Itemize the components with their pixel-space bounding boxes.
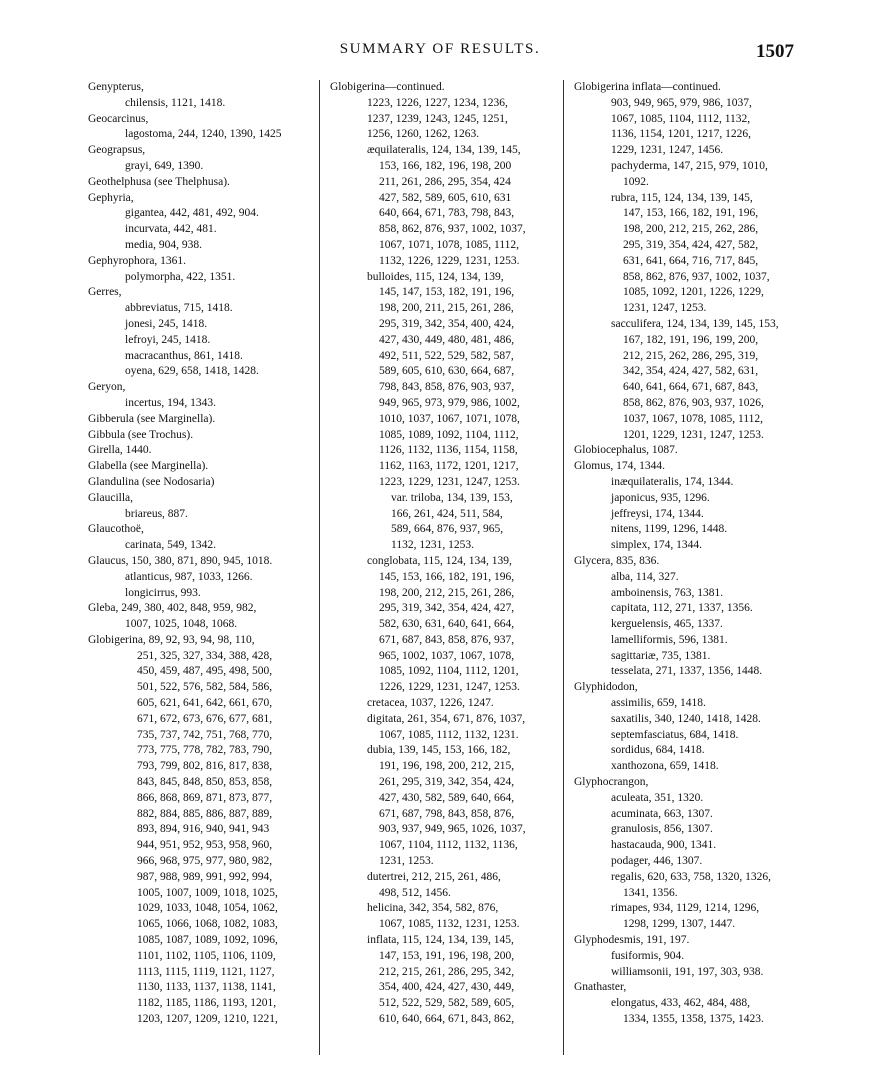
index-heading: Glaucothoë, <box>88 523 144 536</box>
index-subentry: 589, 664, 876, 937, 965, <box>391 523 504 536</box>
index-subentry: 893, 894, 916, 940, 941, 943 <box>137 823 270 836</box>
index-subentry: 987, 988, 989, 991, 992, 994, <box>137 870 273 883</box>
index-subentry: saxatilis, 340, 1240, 1418, 1428. <box>611 712 761 725</box>
index-subentry: macracanthus, 861, 1418. <box>125 349 243 362</box>
index-subentry: 295, 319, 354, 424, 427, 582, <box>623 238 759 251</box>
index-subentry: 631, 641, 664, 716, 717, 845, <box>623 254 759 267</box>
index-subentry: acuminata, 663, 1307. <box>611 807 713 820</box>
index-subentry: atlanticus, 987, 1033, 1266. <box>125 570 253 583</box>
index-subentry: polymorpha, 422, 1351. <box>125 270 236 283</box>
index-subentry: pachyderma, 147, 215, 979, 1010, <box>611 159 768 172</box>
index-heading: Genypterus, <box>88 81 144 93</box>
index-subentry: 1085, 1089, 1092, 1104, 1112, <box>379 428 519 441</box>
index-heading: Glyphocrangon, <box>574 776 649 789</box>
index-heading: Geograpsus, <box>88 144 146 157</box>
index-subentry: 858, 862, 876, 937, 1002, 1037, <box>623 270 770 283</box>
index-subentry: fusiformis, 904. <box>611 949 685 962</box>
index-subentry: 342, 354, 424, 427, 582, 631, <box>623 365 759 378</box>
index-subentry: 1256, 1260, 1262, 1263. <box>367 128 480 141</box>
index-subentry: 1136, 1154, 1201, 1217, 1226, <box>611 128 752 141</box>
index-subentry: regalis, 620, 633, 758, 1320, 1326, <box>611 870 772 883</box>
index-subentry: 166, 261, 424, 511, 584, <box>391 507 503 520</box>
index-subentry: 882, 884, 885, 886, 887, 889, <box>137 807 273 820</box>
index-subentry: 1298, 1299, 1307, 1447. <box>623 918 736 931</box>
index-heading: Gephyrophora, 1361. <box>88 254 187 267</box>
index-subentry: 1067, 1071, 1078, 1085, 1112, <box>379 238 520 251</box>
index-subentry: 1005, 1007, 1009, 1018, 1025, <box>137 886 278 899</box>
index-subentry: 450, 459, 487, 495, 498, 500, <box>137 665 273 678</box>
index-subentry: dubia, 139, 145, 153, 166, 182, <box>367 744 511 757</box>
index-subentry: 1126, 1132, 1136, 1154, 1158, <box>379 444 518 457</box>
index-subentry: media, 904, 938. <box>125 238 202 251</box>
index-heading: Glandulina (see Nodosaria) <box>88 475 215 488</box>
index-subentry: 1037, 1067, 1078, 1085, 1112, <box>623 412 764 425</box>
index-subentry: septemfasciatus, 684, 1418. <box>611 728 739 741</box>
index-subentry: chilensis, 1121, 1418. <box>125 96 226 109</box>
running-header: SUMMARY OF RESULTS. <box>339 41 541 57</box>
index-subentry: 735, 737, 742, 751, 768, 770, <box>137 728 273 741</box>
index-subentry: 498, 512, 1456. <box>379 886 451 899</box>
index-subentry: 1223, 1226, 1227, 1234, 1236, <box>367 96 508 109</box>
index-subentry: 198, 200, 211, 215, 261, 286, <box>379 302 514 315</box>
index-subentry: 1334, 1355, 1358, 1375, 1423. <box>623 1013 764 1026</box>
column-divider-2 <box>563 80 564 1055</box>
index-heading: Glaucus, 150, 380, 871, 890, 945, 1018. <box>88 554 273 567</box>
index-heading: Globigerina, 89, 92, 93, 94, 98, 110, <box>88 633 255 646</box>
index-subentry: 145, 153, 166, 182, 191, 196, <box>379 570 515 583</box>
index-subentry: lamelliformis, 596, 1381. <box>611 633 728 646</box>
index-subentry: 858, 862, 876, 903, 937, 1026, <box>623 396 764 409</box>
index-subentry: 1085, 1087, 1089, 1092, 1096, <box>137 934 278 947</box>
index-heading: Geocarcinus, <box>88 112 149 125</box>
index-subentry: amboinensis, 763, 1381. <box>611 586 724 599</box>
index-subentry: 1182, 1185, 1186, 1193, 1201, <box>137 997 277 1010</box>
index-subentry: 903, 949, 965, 979, 986, 1037, <box>611 96 752 109</box>
index-subentry: assimilis, 659, 1418. <box>611 697 706 710</box>
index-subentry: japonicus, 935, 1296. <box>611 491 710 504</box>
index-subentry: 949, 965, 973, 979, 986, 1002, <box>379 396 520 409</box>
index-subentry: 1101, 1102, 1105, 1106, 1109, <box>137 949 276 962</box>
index-subentry: jonesi, 245, 1418. <box>125 317 208 330</box>
index-subentry: 1229, 1231, 1247, 1456. <box>611 144 724 157</box>
index-subentry: 1231, 1253. <box>379 855 434 868</box>
index-subentry: aculeata, 351, 1320. <box>611 791 704 804</box>
index-heading: Gibberula (see Marginella). <box>88 412 216 425</box>
index-subentry: 1201, 1229, 1231, 1247, 1253. <box>623 428 764 441</box>
index-subentry: hastacauda, 900, 1341. <box>611 839 717 852</box>
index-heading: Gephyria, <box>88 191 134 204</box>
index-subentry: 1065, 1066, 1068, 1082, 1083, <box>137 918 278 931</box>
index-subentry: 858, 862, 876, 937, 1002, 1037, <box>379 223 526 236</box>
index-subentry: incurvata, 442, 481. <box>125 223 217 236</box>
index-subentry: 147, 153, 191, 196, 198, 200, <box>379 949 515 962</box>
index-subentry: oyena, 629, 658, 1418, 1428. <box>125 365 259 378</box>
index-subentry: 1029, 1033, 1048, 1054, 1062, <box>137 902 278 915</box>
index-subentry: 153, 166, 182, 196, 198, 200 <box>379 159 512 172</box>
index-subentry: 610, 640, 664, 671, 843, 862, <box>379 1013 515 1026</box>
index-subentry: capitata, 112, 271, 1337, 1356. <box>611 602 753 615</box>
index-subentry: 492, 511, 522, 529, 582, 587, <box>379 349 514 362</box>
index-subentry: carinata, 549, 1342. <box>125 539 217 552</box>
index-subentry: 1132, 1226, 1229, 1231, 1253. <box>379 254 520 267</box>
index-subentry: 427, 430, 582, 589, 640, 664, <box>379 791 515 804</box>
index-subentry: 295, 319, 342, 354, 424, 427, <box>379 602 515 615</box>
index-subentry: cretacea, 1037, 1226, 1247. <box>367 697 494 710</box>
index-subentry: 1092. <box>623 175 649 188</box>
index-heading: Girella, 1440. <box>88 444 152 457</box>
index-subentry: lefroyi, 245, 1418. <box>125 333 211 346</box>
index-subentry: 1113, 1115, 1119, 1121, 1127, <box>137 965 275 978</box>
index-subentry: williamsonii, 191, 197, 303, 938. <box>611 965 764 978</box>
index-subentry: 843, 845, 848, 850, 853, 858, <box>137 776 273 789</box>
index-heading: Globigerina inflata—continued. <box>574 81 721 93</box>
index-subentry: gigantea, 442, 481, 492, 904. <box>125 207 259 220</box>
index-subentry: 1341, 1356. <box>623 886 678 899</box>
index-subentry: 1237, 1239, 1243, 1245, 1251, <box>367 112 508 125</box>
index-heading: Glycera, 835, 836. <box>574 554 660 567</box>
page-number: 1507 <box>756 41 794 62</box>
index-subentry: 1223, 1229, 1231, 1247, 1253. <box>379 475 520 488</box>
index-subentry: 671, 672, 673, 676, 677, 681, <box>137 712 273 725</box>
index-heading: Glaucilla, <box>88 491 134 504</box>
index-subentry: 1067, 1085, 1132, 1231, 1253. <box>379 918 520 931</box>
index-subentry: 1162, 1163, 1172, 1201, 1217, <box>379 460 519 473</box>
index-subentry: 261, 295, 319, 342, 354, 424, <box>379 776 515 789</box>
index-heading: Glomus, 174, 1344. <box>574 460 666 473</box>
index-subentry: podager, 446, 1307. <box>611 855 703 868</box>
index-subentry: 965, 1002, 1037, 1067, 1078, <box>379 649 515 662</box>
index-subentry: 427, 430, 449, 480, 481, 486, <box>379 333 515 346</box>
index-subentry: æquilateralis, 124, 134, 139, 145, <box>367 144 521 157</box>
index-subentry: 640, 641, 664, 671, 687, 843, <box>623 381 759 394</box>
index-subentry: kerguelensis, 465, 1337. <box>611 618 723 631</box>
index-subentry: 212, 215, 261, 286, 295, 342, <box>379 965 515 978</box>
index-subentry: briareus, 887. <box>125 507 188 520</box>
index-subentry: 198, 200, 212, 215, 261, 286, <box>379 586 515 599</box>
index-subentry: 354, 400, 424, 427, 430, 449, <box>379 981 515 994</box>
index-heading: Geothelphusa (see Thelphusa). <box>88 175 230 188</box>
index-subentry: bulloides, 115, 124, 134, 139, <box>367 270 504 283</box>
index-subentry: 211, 261, 286, 295, 354, 424 <box>379 175 511 188</box>
index-heading: Glabella (see Marginella). <box>88 460 209 473</box>
index-subentry: xanthozona, 659, 1418. <box>611 760 719 773</box>
index-heading: Gibbula (see Trochus). <box>88 428 194 441</box>
index-subentry: 1067, 1104, 1112, 1132, 1136, <box>379 839 518 852</box>
index-subentry: elongatus, 433, 462, 484, 488, <box>611 997 750 1010</box>
index-subentry: sagittariæ, 735, 1381. <box>611 649 711 662</box>
index-subentry: 640, 664, 671, 783, 798, 843, <box>379 207 515 220</box>
index-subentry: abbreviatus, 715, 1418. <box>125 302 233 315</box>
index-subentry: 966, 968, 975, 977, 980, 982, <box>137 855 273 868</box>
index-subentry: longicirrus, 993. <box>125 586 201 599</box>
index-subentry: digitata, 261, 354, 671, 876, 1037, <box>367 712 526 725</box>
index-heading: Globiocephalus, 1087. <box>574 444 678 457</box>
index-heading: Gerres, <box>88 286 122 299</box>
index-subentry: 251, 325, 327, 334, 388, 428, <box>137 649 273 662</box>
index-subentry: 1067, 1085, 1112, 1132, 1231. <box>379 728 519 741</box>
index-subentry: helicina, 342, 354, 582, 876, <box>367 902 499 915</box>
index-column-3 <box>574 80 796 1028</box>
index-subentry: lagostoma, 244, 1240, 1390, 1425 <box>125 128 282 141</box>
index-subentry: 793, 799, 802, 816, 817, 838, <box>137 760 273 773</box>
column-divider-1 <box>319 80 320 1055</box>
index-subentry: var. triloba, 134, 139, 153, <box>391 491 513 504</box>
index-subentry: rimapes, 934, 1129, 1214, 1296, <box>611 902 760 915</box>
index-column-2 <box>330 80 556 1028</box>
index-subentry: 1007, 1025, 1048, 1068. <box>125 618 238 631</box>
index-subentry: 145, 147, 153, 182, 191, 196, <box>379 286 515 299</box>
index-heading: Gleba, 249, 380, 402, 848, 959, 982, <box>88 602 257 615</box>
index-subentry: 671, 687, 843, 858, 876, 937, <box>379 633 515 646</box>
index-subentry: simplex, 174, 1344. <box>611 539 703 552</box>
index-subentry: 798, 843, 858, 876, 903, 937, <box>379 381 515 394</box>
index-heading: Glyphidodon, <box>574 681 638 694</box>
index-subentry: 1085, 1092, 1104, 1112, 1201, <box>379 665 519 678</box>
index-subentry: 582, 630, 631, 640, 641, 664, <box>379 618 515 631</box>
index-subentry: 944, 951, 952, 953, 958, 960, <box>137 839 273 852</box>
index-subentry: 773, 775, 778, 782, 783, 790, <box>137 744 273 757</box>
index-heading: Gnathaster, <box>574 981 627 994</box>
index-subentry: 147, 153, 166, 182, 191, 196, <box>623 207 759 220</box>
index-subentry: 512, 522, 529, 582, 589, 605, <box>379 997 515 1010</box>
index-subentry: 1067, 1085, 1104, 1112, 1132, <box>611 112 751 125</box>
index-heading: Geryon, <box>88 381 126 394</box>
index-subentry: grayi, 649, 1390. <box>125 159 204 172</box>
index-heading: Globigerina—continued. <box>330 81 445 93</box>
index-subentry: 1132, 1231, 1253. <box>391 539 474 552</box>
index-subentry: 589, 605, 610, 630, 664, 687, <box>379 365 515 378</box>
index-subentry: incertus, 194, 1343. <box>125 396 217 409</box>
index-subentry: 1010, 1037, 1067, 1071, 1078, <box>379 412 520 425</box>
index-subentry: inflata, 115, 124, 134, 139, 145, <box>367 934 514 947</box>
index-subentry: 167, 182, 191, 196, 199, 200, <box>623 333 759 346</box>
index-subentry: 501, 522, 576, 582, 584, 586, <box>137 681 273 694</box>
index-subentry: 427, 582, 589, 605, 610, 631 <box>379 191 512 204</box>
index-subentry: 1231, 1247, 1253. <box>623 302 707 315</box>
index-subentry: sacculifera, 124, 134, 139, 145, 153, <box>611 317 779 330</box>
index-subentry: jeffreysi, 174, 1344. <box>611 507 704 520</box>
index-subentry: 295, 319, 342, 354, 400, 424, <box>379 317 515 330</box>
index-column-1 <box>88 80 312 1028</box>
index-subentry: nitens, 1199, 1296, 1448. <box>611 523 728 536</box>
index-subentry: 866, 868, 869, 871, 873, 877, <box>137 791 273 804</box>
index-subentry: tesselata, 271, 1337, 1356, 1448. <box>611 665 763 678</box>
index-subentry: sordidus, 684, 1418. <box>611 744 705 757</box>
index-subentry: 1203, 1207, 1209, 1210, 1221, <box>137 1013 278 1026</box>
index-subentry: 1226, 1229, 1231, 1247, 1253. <box>379 681 520 694</box>
index-subentry: 1130, 1133, 1137, 1138, 1141, <box>137 981 276 994</box>
index-subentry: granulosis, 856, 1307. <box>611 823 713 836</box>
index-subentry: 191, 196, 198, 200, 212, 215, <box>379 760 515 773</box>
index-subentry: 1085, 1092, 1201, 1226, 1229, <box>623 286 764 299</box>
index-heading: Glyphodesmis, 191, 197. <box>574 934 690 947</box>
index-subentry: dutertrei, 212, 215, 261, 486, <box>367 870 501 883</box>
index-subentry: 903, 937, 949, 965, 1026, 1037, <box>379 823 526 836</box>
index-subentry: inæquilateralis, 174, 1344. <box>611 475 734 488</box>
index-subentry: alba, 114, 327. <box>611 570 679 583</box>
index-subentry: 605, 621, 641, 642, 661, 670, <box>137 697 273 710</box>
index-subentry: conglobata, 115, 124, 134, 139, <box>367 554 512 567</box>
index-subentry: 198, 200, 212, 215, 262, 286, <box>623 223 759 236</box>
index-subentry: 212, 215, 262, 286, 295, 319, <box>623 349 759 362</box>
index-subentry: rubra, 115, 124, 134, 139, 145, <box>611 191 753 204</box>
index-subentry: 671, 687, 798, 843, 858, 876, <box>379 807 515 820</box>
